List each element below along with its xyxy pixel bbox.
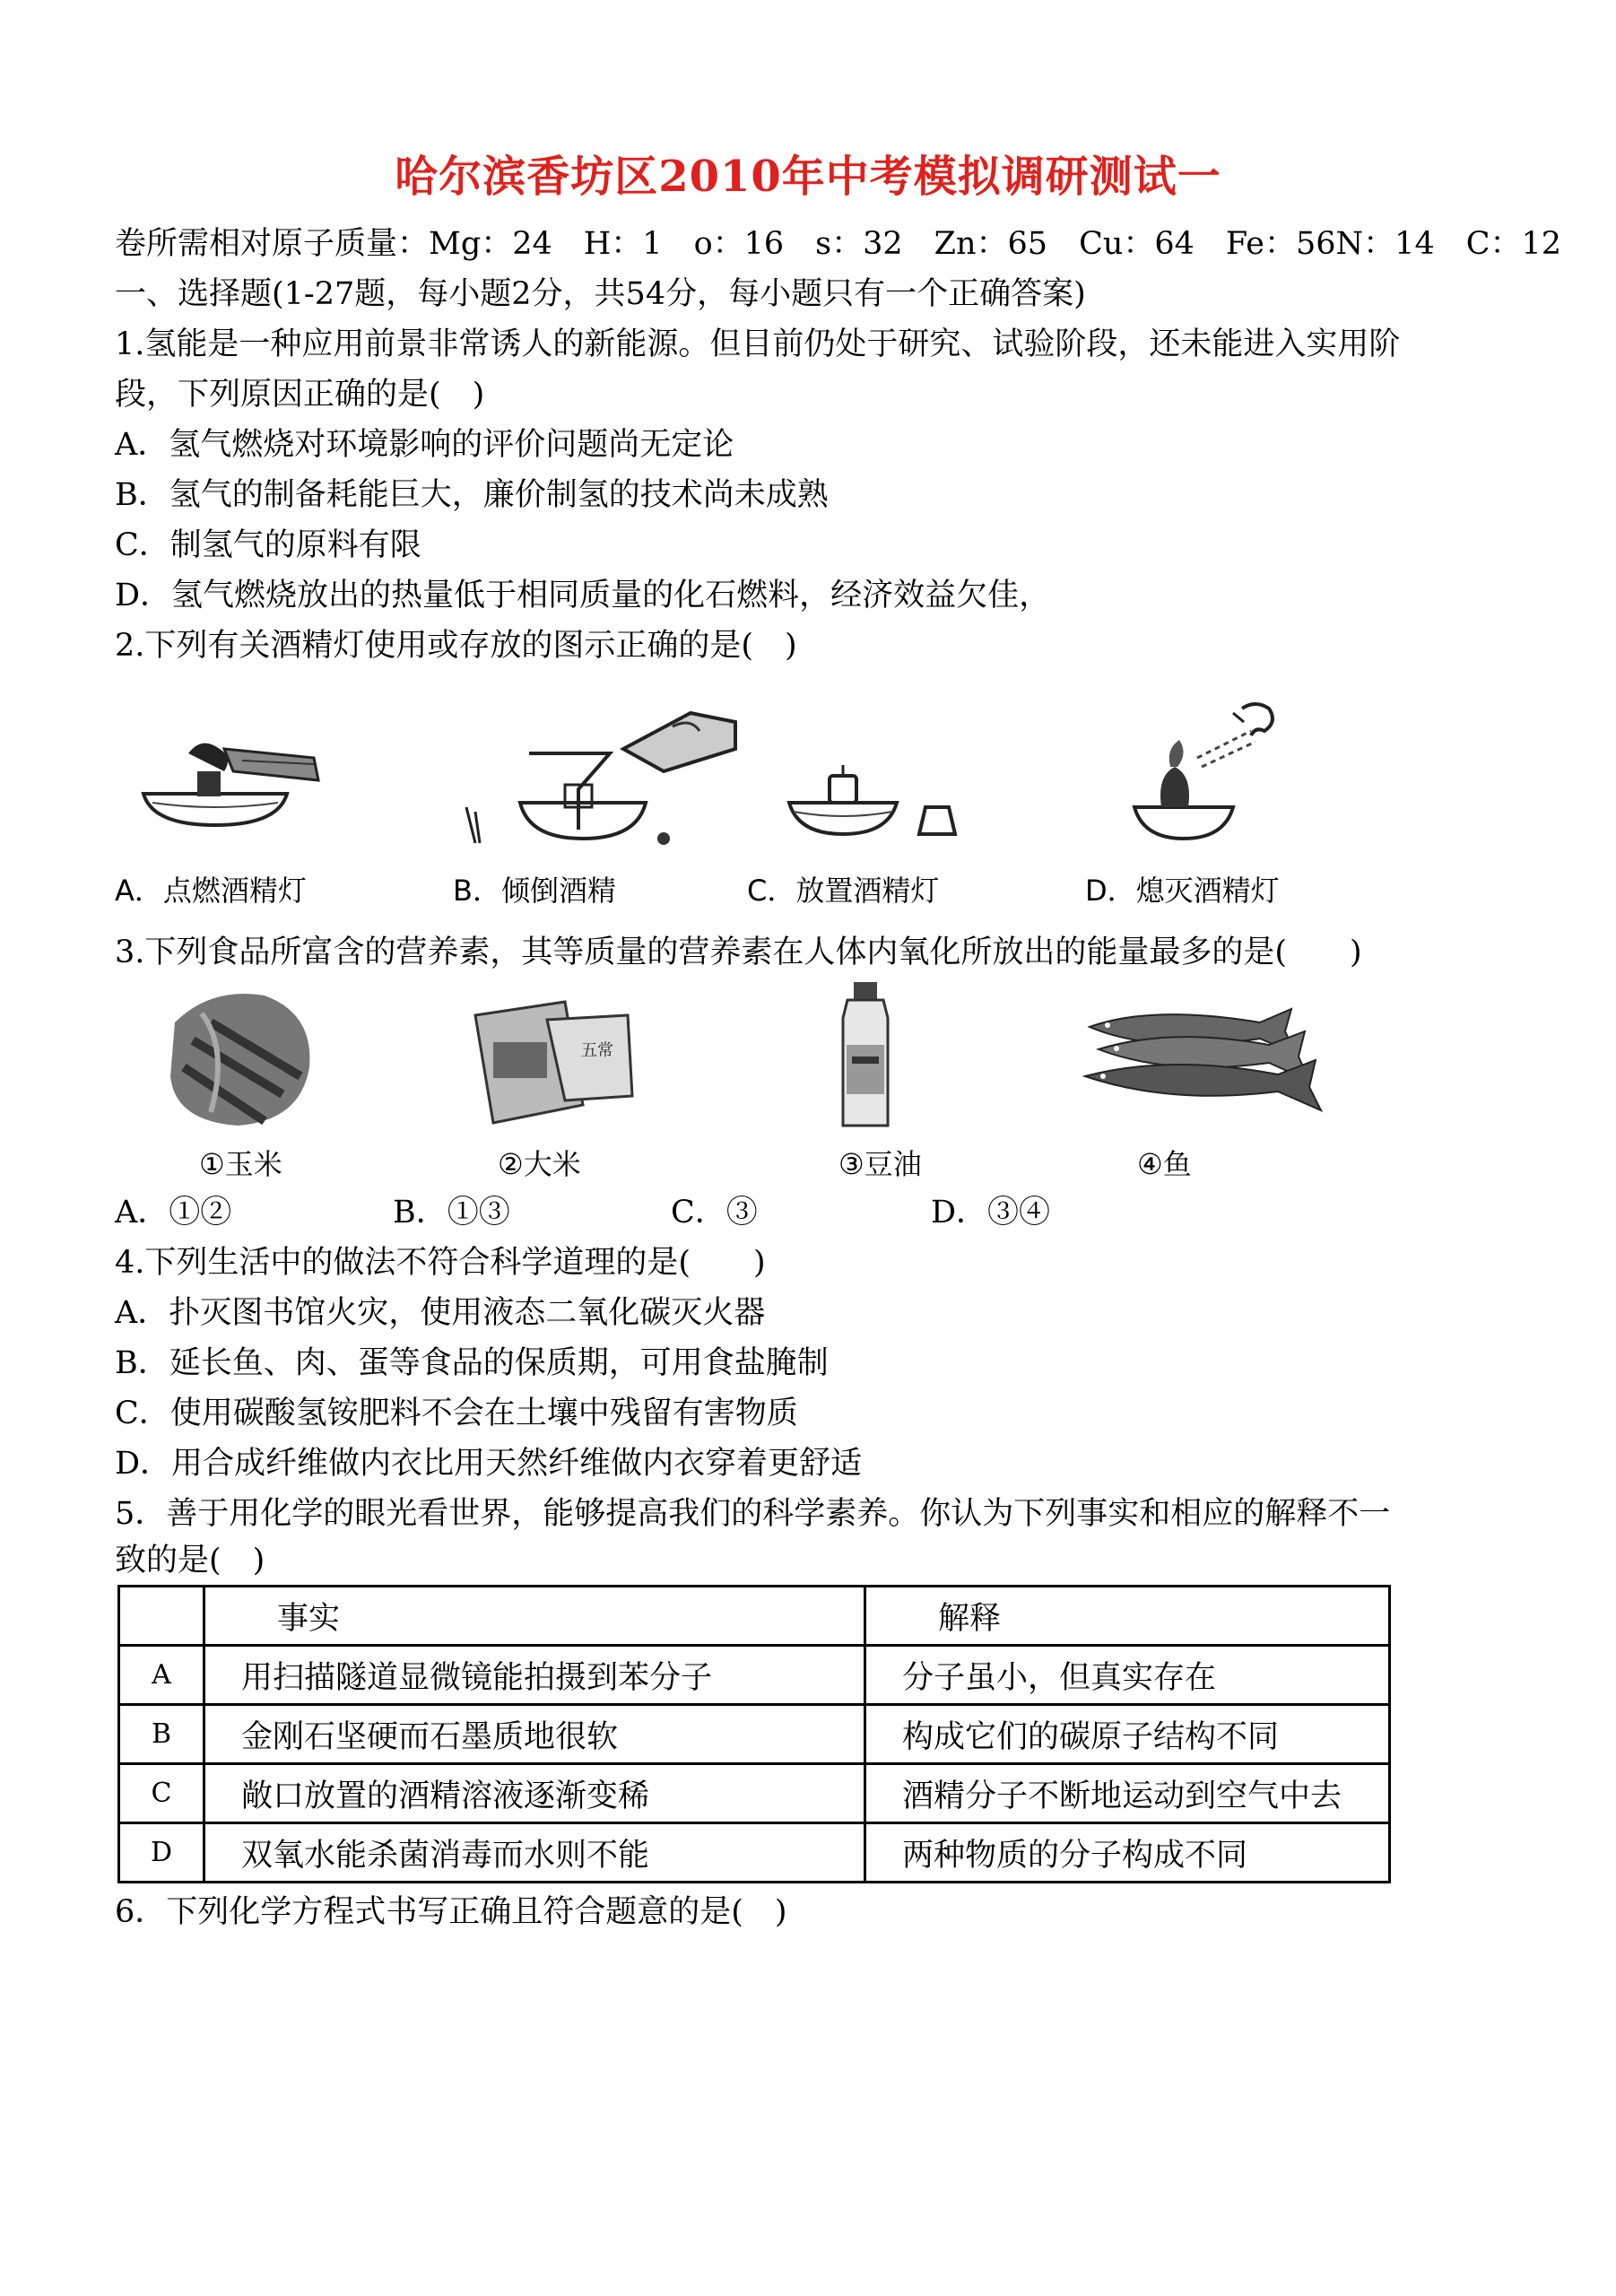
table-header-row <box>119 1587 1390 1646</box>
rice-bag-icon <box>457 997 637 1127</box>
table-cell-explanation: 分子虽小，但真实存在 <box>865 1646 1390 1705</box>
table-row <box>119 1823 1390 1883</box>
q3-label-soy-oil: ③豆油 <box>838 1147 922 1181</box>
table-cell-fact: 金刚石坚硬而石墨质地很软 <box>204 1705 865 1764</box>
table-cell-label: D <box>119 1823 204 1883</box>
table-cell-label: C <box>119 1764 204 1823</box>
table-cell-explanation: 两种物质的分子构成不同 <box>865 1823 1390 1883</box>
table-header-cell: 事实 <box>204 1587 865 1646</box>
q5-stem-line2: 致的是( ) <box>115 1543 265 1578</box>
q1-option-a: A．氢气燃烧对环境影响的评价问题尚无定论 <box>115 427 734 463</box>
table-header-cell <box>119 1587 204 1646</box>
rice-bag-label: 五常 <box>581 1041 613 1060</box>
alcohol-lamp-lighting-icon <box>135 718 332 834</box>
table-row <box>119 1705 1390 1764</box>
q3-option-d: D．③④ <box>931 1195 1051 1231</box>
section-heading: 一、选择题(1-27题，每小题2分，共54分，每小题只有一个正确答案) <box>115 276 1086 312</box>
q3-label-rice: ②大米 <box>498 1147 581 1181</box>
table-cell-fact: 敞口放置的酒精溶液逐渐变稀 <box>204 1764 865 1823</box>
alcohol-lamp-storage-icon <box>780 758 960 839</box>
q2-caption-a: A．点燃酒精灯 <box>115 874 307 908</box>
q2-caption-d: D．熄灭酒精灯 <box>1085 874 1280 908</box>
q3-option-c: C．③ <box>671 1195 758 1231</box>
q5-stem-line1: 5．善于用化学的眼光看世界，能够提高我们的科学素养。你认为下列事实和相应的解释不一 <box>115 1496 1391 1532</box>
table-cell-fact: 用扫描隧道显微镜能拍摄到苯分子 <box>204 1646 865 1705</box>
q5-facts-table <box>117 1585 1391 1883</box>
q1-option-d: D．氢气燃烧放出的热量低于相同质量的化石燃料，经济效益欠佳， <box>115 578 1051 613</box>
q3-option-a: A．①② <box>115 1195 232 1231</box>
table-cell-label: B <box>119 1705 204 1764</box>
q4-option-d: D．用合成纤维做内衣比用天然纤维做内衣穿着更舒适 <box>115 1446 863 1482</box>
alcohol-lamp-blowing-icon <box>1125 695 1287 848</box>
atomic-mass-line: 卷所需相对原子质量：Mg：24 H：1 o：16 s：32 Zn：65 Cu：64 Fe：56N：14 C：12 <box>115 226 1562 262</box>
q6-stem: 6．下列化学方程式书写正确且符合题意的是( ) <box>115 1894 787 1930</box>
alcohol-pouring-icon <box>457 695 744 848</box>
q1-option-c: C．制氢气的原料有限 <box>115 527 421 563</box>
q3-option-b: B．①③ <box>393 1195 510 1231</box>
corn-icon <box>157 987 323 1130</box>
table-cell-fact: 双氧水能杀菌消毒而水则不能 <box>204 1823 865 1883</box>
q4-option-c: C．使用碳酸氢铵肥料不会在土壤中残留有害物质 <box>115 1396 798 1431</box>
q1-stem-line1: 1.氢能是一种应用前景非常诱人的新能源。但目前仍处于研究、试验阶段，还未能进入实用阶 <box>115 326 1401 362</box>
q1-stem-line2: 段，下列原因正确的是( ) <box>115 377 485 413</box>
table-cell-explanation: 构成它们的碳原子结构不同 <box>865 1705 1390 1764</box>
q3-label-fish: ④鱼 <box>1137 1147 1192 1181</box>
table-row <box>119 1764 1390 1823</box>
q3-label-corn: ①玉米 <box>199 1147 282 1181</box>
q3-options <box>115 1193 1460 1232</box>
q2-stem: 2.下列有关酒精灯使用或存放的图示正确的是( ) <box>115 628 797 664</box>
q2-caption-b: B．倾倒酒精 <box>453 874 616 908</box>
q4-stem: 4.下列生活中的做法不符合科学道理的是( ) <box>115 1245 766 1281</box>
table-cell-explanation: 酒精分子不断地运动到空气中去 <box>865 1764 1390 1823</box>
table-header-cell: 解释 <box>865 1587 1390 1646</box>
q3-stem: 3.下列食品所富含的营养素，其等质量的营养素在人体内氧化所放出的能量最多的是( ) <box>115 935 1362 970</box>
fish-icon <box>1081 1004 1323 1112</box>
exam-title: 哈尔滨香坊区2010年中考模拟调研测试一 <box>395 152 1221 202</box>
soy-oil-bottle-icon <box>834 978 897 1130</box>
q4-option-b: B．延长鱼、肉、蛋等食品的保质期，可用食盐腌制 <box>115 1345 829 1381</box>
q1-option-b: B．氢气的制备耗能巨大，廉价制氢的技术尚未成熟 <box>115 477 829 513</box>
table-cell-label: A <box>119 1646 204 1705</box>
table-row <box>119 1646 1390 1705</box>
q2-caption-c: C．放置酒精灯 <box>747 874 940 908</box>
q4-option-a: A．扑灭图书馆火灾，使用液态二氧化碳灭火器 <box>115 1295 766 1331</box>
